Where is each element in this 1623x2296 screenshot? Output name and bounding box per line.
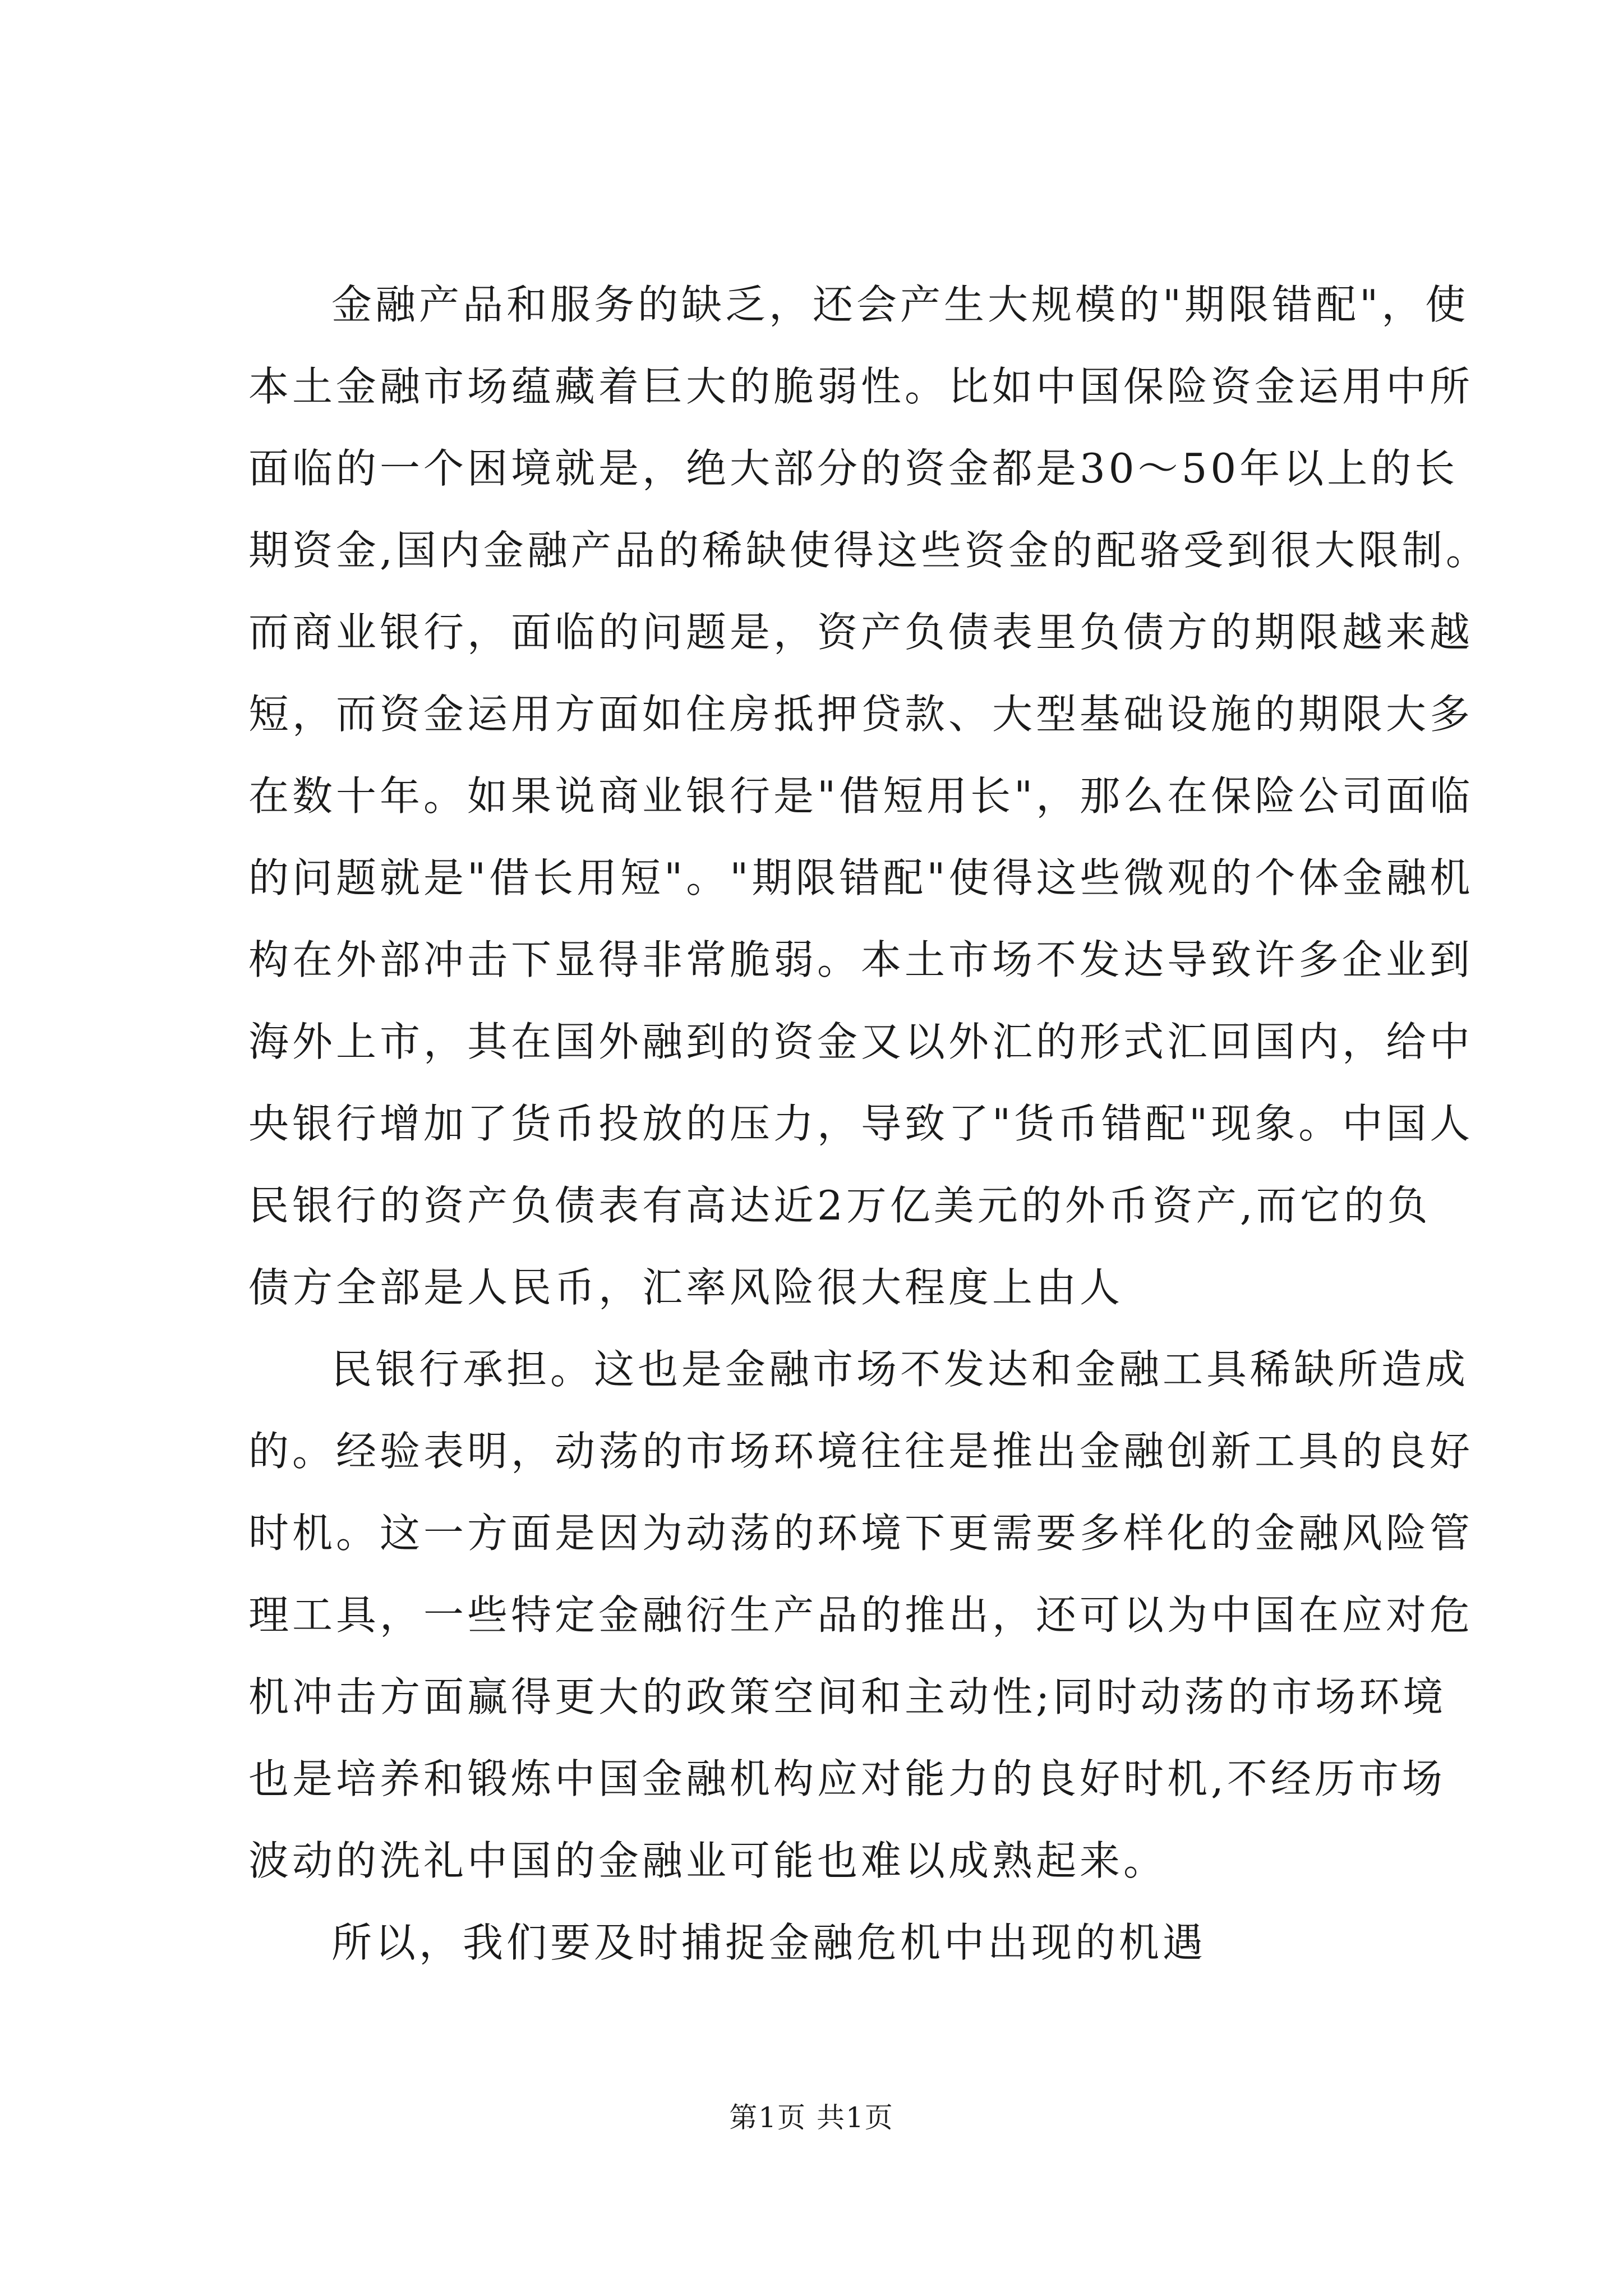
paragraph-line: 面临的一个困境就是，绝大部分的资金都是30～50年以上的长 bbox=[248, 445, 1459, 492]
paragraph-line: 的问题就是"借长用短"。"期限错配"使得这些微观的个体金融机 bbox=[248, 854, 1474, 901]
paragraph-line: 在数十年。如果说商业银行是"借短用长"，那么在保险公司面临 bbox=[248, 772, 1474, 820]
page-number-footer: 第1页 共1页 bbox=[729, 2101, 894, 2134]
paragraph-line: 波动的洗礼中国的金融业可能也难以成熟起来。 bbox=[248, 1837, 1168, 1884]
document-body bbox=[248, 264, 1490, 1984]
paragraph-line: 也是培养和锻炼中国金融机构应对能力的良好时机,不经历市场 bbox=[248, 1755, 1446, 1802]
paragraph-line: 机冲击方面赢得更大的政策空间和主动性;同时动荡的市场环境 bbox=[248, 1673, 1447, 1720]
paragraph-line: 短，而资金运用方面如住房抵押贷款、大型基础设施的期限大多 bbox=[248, 691, 1474, 738]
paragraph-line: 债方全部是人民币，汇率风险很大程度上由人 bbox=[248, 1264, 1124, 1311]
paragraph-2 bbox=[248, 1328, 1474, 1902]
paragraph-line: 民银行承担。这也是金融市场不发达和金融工具稀缺所造成 bbox=[331, 1346, 1469, 1393]
paragraph-3 bbox=[248, 1902, 1435, 1984]
paragraph-line: 央银行增加了货币投放的压力，导致了"货币错配"现象。中国人 bbox=[248, 1100, 1474, 1147]
paragraph-line: 本土金融市场蕴藏着巨大的脆弱性。比如中国保险资金运用中所 bbox=[248, 363, 1474, 410]
paragraph-line: 海外上市，其在国外融到的资金又以外汇的形式汇回国内，给中 bbox=[248, 1018, 1474, 1065]
paragraph-line: 金融产品和服务的缺乏，还会产生大规模的"期限错配"，使 bbox=[331, 281, 1469, 328]
paragraph-line: 而商业银行，面临的问题是，资产负债表里负债方的期限越来越 bbox=[248, 609, 1474, 656]
paragraph-line: 的。经验表明，动荡的市场环境往往是推出金融创新工具的良好 bbox=[248, 1428, 1474, 1475]
paragraph-line: 所以，我们要及时捕捉金融危机中出现的机遇 bbox=[331, 1919, 1207, 1966]
paragraph-line: 期资金,国内金融产品的稀缺使得这些资金的配骆受到很大限制。 bbox=[248, 527, 1490, 574]
paragraph-line: 民银行的资产负债表有高达近2万亿美元的外币资产,而它的负 bbox=[248, 1182, 1431, 1229]
paragraph-line: 时机。这一方面是因为动荡的环境下更需要多样化的金融风险管 bbox=[248, 1510, 1474, 1557]
paragraph-1 bbox=[248, 264, 1490, 1328]
paragraph-line: 理工具，一些特定金融衍生产品的推出，还可以为中国在应对危 bbox=[248, 1591, 1474, 1639]
paragraph-line: 构在外部冲击下显得非常脆弱。本土市场不发达导致许多企业到 bbox=[248, 936, 1474, 983]
